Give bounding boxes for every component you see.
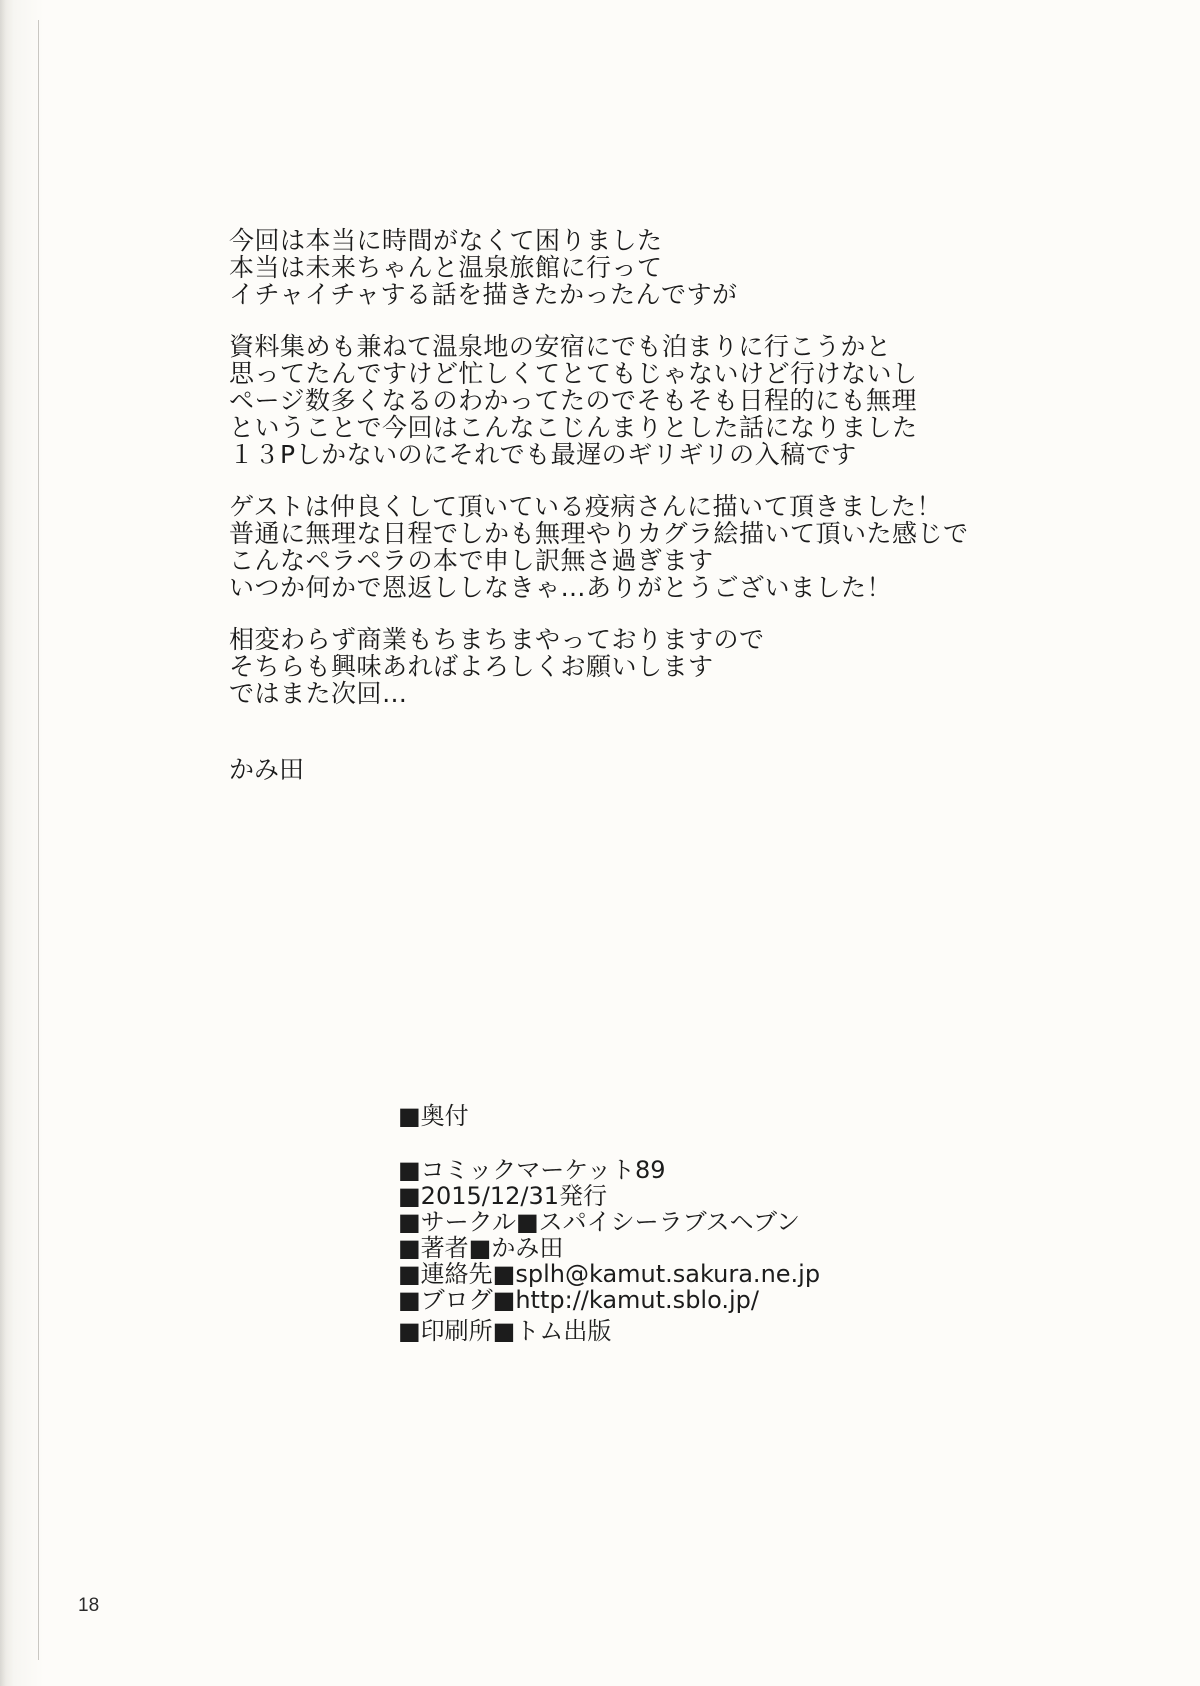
colophon-title: ■奥付 [398, 1102, 469, 1130]
afterword-line: ということで今回はこんなこじんまりとした話になりました [229, 413, 918, 442]
page-edge-line [38, 20, 39, 1660]
colophon-printer: ■印刷所■トム出版 [398, 1317, 612, 1345]
afterword-line: 本当は未来ちゃんと温泉旅館に行って [229, 253, 663, 282]
colophon-blog: ■ブログ■http://kamut.sblo.jp/ [398, 1286, 759, 1314]
afterword-line: こんなペラペラの本で申し訳無さ過ぎます [229, 546, 714, 575]
colophon-contact: ■連絡先■splh@kamut.sakura.ne.jp [398, 1260, 821, 1288]
afterword-line: 思ってたんですけど忙しくてとてもじゃないけど行けないし [229, 359, 918, 388]
afterword-paragraph [229, 227, 989, 308]
afterword-line: そちらも興味あればよろしくお願いします [229, 652, 714, 681]
afterword-line: 相変わらず商業もちまちまやっておりますので [229, 625, 765, 654]
afterword-paragraph [229, 493, 989, 601]
afterword-line: イチャイチャする話を描きたかったんですが [229, 280, 738, 309]
afterword-paragraph [229, 333, 989, 468]
colophon-circle: ■サークル■スパイシーラブスヘブン [398, 1208, 800, 1236]
afterword-line: いつか何かで恩返ししなきゃ…ありがとうございました！ [229, 573, 893, 602]
afterword-paragraph [229, 626, 989, 707]
afterword-line: ゲストは仲良くして頂いている疫病さんに描いて頂きました！ [229, 492, 943, 521]
afterword-line: １３Pしかないのにそれでも最遅のギリギリの入稿です [229, 440, 857, 469]
colophon [398, 1102, 918, 1344]
colophon-author: ■著者■かみ田 [398, 1234, 564, 1262]
afterword-line: ページ数多くなるのわかってたのでそもそも日程的にも無理 [229, 386, 918, 415]
author-signature: かみ田 [229, 755, 305, 784]
afterword-line: 普通に無理な日程でしかも無理やりカグラ絵描いて頂いた感じで [229, 519, 969, 548]
afterword-line: ではまた次回… [229, 679, 408, 708]
colophon-event: ■コミックマーケット89 [398, 1156, 666, 1184]
colophon-date: ■2015/12/31発行 [398, 1182, 608, 1210]
afterword-text [229, 227, 989, 732]
afterword-line: 今回は本当に時間がなくて困りました [229, 226, 663, 255]
page-number: 18 [78, 1595, 100, 1616]
afterword-line: 資料集めも兼ねて温泉地の安宿にでも泊まりに行こうかと [229, 332, 892, 361]
